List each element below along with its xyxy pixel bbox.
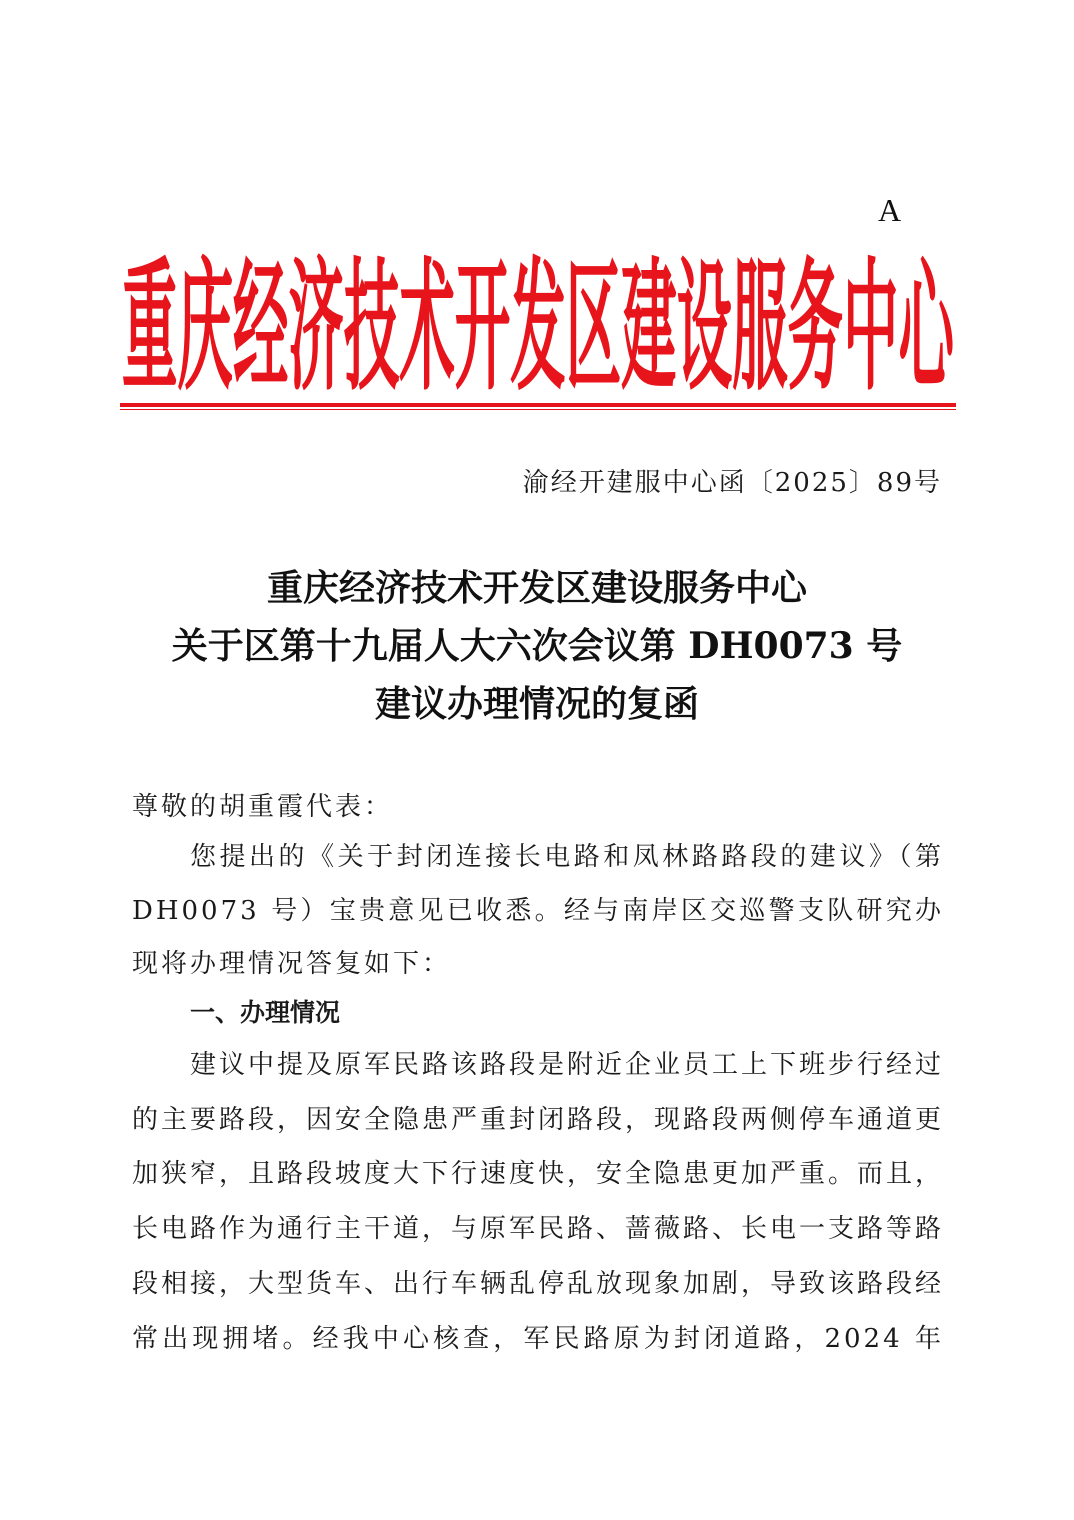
body-line-2: 的主要路段，因安全隐患严重封闭路段，现路段两侧停车通道更 xyxy=(132,1105,944,1135)
document-title-line-3: 建议办理情况的复函 xyxy=(374,683,699,725)
red-rule-thin xyxy=(120,409,956,410)
body-line-6: 常出现拥堵。经我中心核查，军民路原为封闭道路，2024 年 xyxy=(132,1324,944,1354)
body-line-3: 加狭窄，且路段坡度大下行速度快，安全隐患更加严重。而且， xyxy=(132,1159,944,1189)
salutation: 尊敬的胡重霞代表： xyxy=(132,792,394,822)
document-title-line-1: 重庆经济技术开发区建设服务中心 xyxy=(266,567,807,609)
section-heading: 一、办理情况 xyxy=(190,998,341,1027)
corner-mark: A xyxy=(878,192,902,228)
intro-line-2: DH0073 号）宝贵意见已收悉。经与南岸区交巡警支队研究办 xyxy=(132,896,944,926)
body-line-4: 长电路作为通行主干道，与原军民路、蔷薇路、长电一支路等路 xyxy=(132,1214,944,1244)
document-number: 渝经开建服中心函〔2025〕89号 xyxy=(522,468,942,498)
body-line-1: 建议中提及原军民路该路段是附近企业员工上下班步行经过 xyxy=(190,1050,944,1080)
masthead-title: 重庆经济技术开发区建设服务中心 xyxy=(122,243,955,395)
intro-line-3: 现将办理情况答复如下： xyxy=(132,949,452,979)
red-rule-thick xyxy=(120,403,956,407)
intro-line-1: 您提出的《关于封闭连接长电路和凤林路路段的建议》（第 xyxy=(190,842,944,872)
body-line-5: 段相接，大型货车、出行车辆乱停乱放现象加剧，导致该路段经 xyxy=(132,1269,944,1299)
document-title-line-2: 关于区第十九届人大六次会议第 DH0073 号 xyxy=(171,625,903,667)
masthead xyxy=(120,235,956,395)
